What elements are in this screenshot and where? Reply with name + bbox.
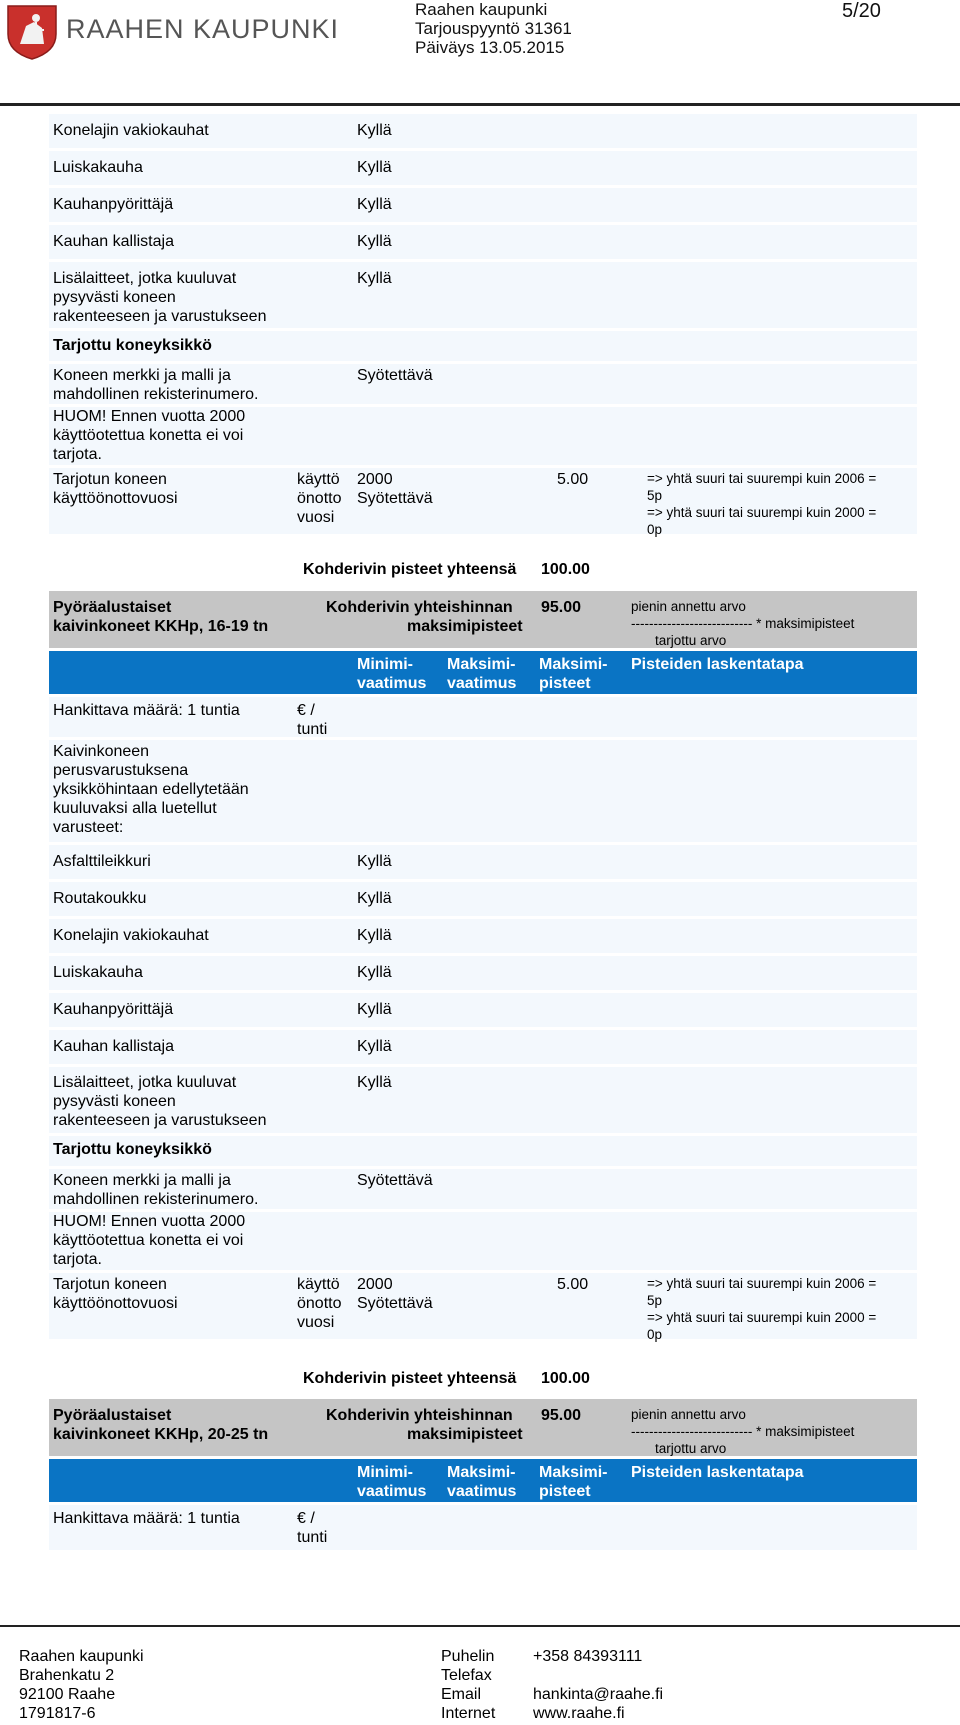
table-row xyxy=(49,740,917,842)
table-row xyxy=(49,1169,917,1209)
col-min-header: Minimi- xyxy=(357,1464,413,1481)
footer-link[interactable]: hankinta@raahe.fi xyxy=(533,1686,664,1703)
col-min-header: Minimi- xyxy=(357,656,413,673)
total-points-label: Kohderivin pisteet yhteensä xyxy=(303,1370,517,1387)
header-city: Raahen kaupunki xyxy=(415,0,548,19)
row-label: perusvarustuksena xyxy=(53,762,189,779)
table-row xyxy=(49,407,917,465)
row-label: Kauhanpyörittäjä xyxy=(53,1001,174,1018)
rule-text: => yhtä suuri tai suurempi kuin 2006 = xyxy=(647,1276,877,1291)
col-calc-header: Pisteiden laskentatapa xyxy=(631,656,804,673)
footer-address xyxy=(19,1647,144,1723)
row-unit: € / xyxy=(297,702,315,719)
row-label: Luiskakauhа xyxy=(53,964,143,981)
total-points-label: Kohderivin pisteet yhteensä xyxy=(303,561,517,578)
row-label: käyttöotettua konetta ei voi xyxy=(53,1232,244,1249)
table-row xyxy=(49,956,917,990)
table-row xyxy=(49,1136,917,1166)
col-points-header: Maksimi- xyxy=(539,1464,608,1481)
row-unit: tunti xyxy=(297,1529,328,1546)
rule-text: 0p xyxy=(647,522,663,537)
row-value: Kyllä xyxy=(357,853,392,870)
formula-text: pienin annettu arvo xyxy=(631,1407,746,1422)
row-value: Kyllä xyxy=(357,233,392,250)
page-header xyxy=(0,0,960,106)
row-label: Konelajin vakiokauhat xyxy=(53,927,209,944)
row-label: Koneen merkki ja malli ja xyxy=(53,367,231,384)
row-value: Kyllä xyxy=(357,270,392,287)
footer-text: 1791817-6 xyxy=(19,1705,96,1722)
formula-text: --------------------------- * maksimipisteet xyxy=(631,1424,855,1439)
table-row xyxy=(49,151,917,185)
row-label: Luiskakauhа xyxy=(53,159,143,176)
footer-link[interactable]: www.raahe.fi xyxy=(533,1705,625,1722)
max-points-label: maksimipisteet xyxy=(407,1426,523,1443)
row-label: Tarjottu koneyksikkö xyxy=(53,337,212,354)
footer-text xyxy=(533,1666,663,1685)
formula-text: pienin annettu arvo xyxy=(631,599,746,614)
formula-text: tarjottu arvo xyxy=(655,1441,727,1456)
section-title: Pyöräalustaiset xyxy=(53,599,172,616)
col-calc-header: Pisteiden laskentatapa xyxy=(631,1464,804,1481)
row-value: Syötettävä xyxy=(357,490,433,507)
total-points-value: 100.00 xyxy=(541,1370,590,1387)
table-row xyxy=(49,993,917,1027)
table-row xyxy=(49,697,917,737)
footer-text: Raahen kaupunki xyxy=(19,1648,144,1665)
row-unit: önotto xyxy=(297,1295,342,1312)
table-row xyxy=(49,1030,917,1064)
table-row xyxy=(49,364,917,404)
row-label: käyttöönottovuosi xyxy=(53,490,178,507)
header-info xyxy=(415,0,572,57)
section-title: Pyöräalustaiset xyxy=(53,1407,172,1424)
col-max-header: Maksimi- xyxy=(447,1464,516,1481)
rule-text: 0p xyxy=(647,1327,663,1342)
row-label: Tarjottu koneyksikkö xyxy=(53,1141,212,1158)
row-label: tarjota. xyxy=(53,446,102,463)
footer-text: Email xyxy=(441,1686,482,1703)
row-unit: tunti xyxy=(297,721,328,738)
col-points-header: Maksimi- xyxy=(539,656,608,673)
table-row xyxy=(49,468,917,537)
row-label: HUOM! Ennen vuotta 2000 xyxy=(53,1213,246,1230)
footer-contact-labels xyxy=(441,1647,495,1723)
row-label: mahdollinen rekisterinumero. xyxy=(53,386,259,403)
row-label: varusteet: xyxy=(53,819,124,836)
column-header xyxy=(49,1459,917,1502)
table-row xyxy=(49,1212,917,1270)
row-unit: vuosi xyxy=(297,1314,335,1331)
row-value: Syötettävä xyxy=(357,1172,433,1189)
row-label: Kauhan kallistaja xyxy=(53,1038,174,1055)
row-label: käyttöotettua konetta ei voi xyxy=(53,427,244,444)
table-row xyxy=(49,1273,917,1342)
row-label: Hankittava määrä: 1 tuntia xyxy=(53,1510,240,1527)
col-min-header: vaatimus xyxy=(357,1483,427,1500)
table-row xyxy=(49,188,917,222)
row-label: Koneen merkki ja malli ja xyxy=(53,1172,231,1189)
row-value: Kyllä xyxy=(357,890,392,907)
col-points-header: pisteet xyxy=(539,1483,591,1500)
section-heading xyxy=(49,591,917,648)
row-value: Kyllä xyxy=(357,196,392,213)
row-value: Syötettävä xyxy=(357,367,433,384)
col-points-header: pisteet xyxy=(539,675,591,692)
footer-contact-values xyxy=(533,1647,663,1723)
table-row xyxy=(49,114,917,148)
col-max-header: vaatimus xyxy=(447,1483,517,1500)
row-label: Hankittava määrä: 1 tuntia xyxy=(53,702,240,719)
row-label: kuuluvaksi alla luetellut xyxy=(53,800,217,817)
footer-text: Brahenkatu 2 xyxy=(19,1667,115,1684)
footer-text: 92100 Raahe xyxy=(19,1686,116,1703)
col-max-header: Maksimi- xyxy=(447,656,516,673)
row-value: Kyllä xyxy=(357,964,392,981)
row-unit: önotto xyxy=(297,490,342,507)
max-points-label: Kohderivin yhteishinnan xyxy=(326,599,513,616)
header-date: Päiväys 13.05.2015 xyxy=(415,38,565,57)
logo-text: RAAHEN KAUPUNKI xyxy=(66,14,340,44)
section-title: kaivinkoneet KKHp, 16-19 tn xyxy=(53,618,269,635)
coat-of-arms-logo xyxy=(6,4,58,60)
row-label: Konelajin vakiokauhat xyxy=(53,122,209,139)
row-value: Kyllä xyxy=(357,1074,392,1091)
footer-divider xyxy=(0,1625,960,1627)
row-label: käyttöönottovuosi xyxy=(53,1295,178,1312)
rule-text: 5p xyxy=(647,488,663,503)
row-label: Kauhanpyörittäjä xyxy=(53,196,174,213)
table-row xyxy=(49,225,917,259)
row-unit: käyttö xyxy=(297,471,340,488)
column-header xyxy=(49,651,917,694)
max-points-value: 95.00 xyxy=(541,1407,582,1424)
row-label: rakenteeseen ja varustukseen xyxy=(53,1112,267,1129)
section-title: kaivinkoneet KKHp, 20-25 tn xyxy=(53,1426,269,1443)
row-value: Syötettävä xyxy=(357,1295,433,1312)
row-label: pysyvästi koneen xyxy=(53,1093,176,1110)
row-unit: vuosi xyxy=(297,509,335,526)
row-label: Lisälaitteet, jotka kuuluvat xyxy=(53,270,237,287)
row-label: rakenteeseen ja varustukseen xyxy=(53,308,267,325)
page-number: 5/20 xyxy=(842,0,881,22)
rule-text: => yhtä suuri tai suurempi kuin 2006 = xyxy=(647,471,877,486)
total-points-value: 100.00 xyxy=(541,561,590,578)
row-label: yksikköhintaan edellytetään xyxy=(53,781,249,798)
row-value: Kyllä xyxy=(357,159,392,176)
section-heading xyxy=(49,1399,917,1456)
table-row xyxy=(49,331,917,361)
formula-text: --------------------------- * maksimipisteet xyxy=(631,616,855,631)
header-divider xyxy=(0,103,960,106)
row-value: Kyllä xyxy=(357,927,392,944)
row-label: Asfalttileikkuri xyxy=(53,853,151,870)
row-label: Tarjotun koneen xyxy=(53,471,167,488)
table-row xyxy=(49,919,917,953)
col-max-header: vaatimus xyxy=(447,675,517,692)
row-label: mahdollinen rekisterinumero. xyxy=(53,1191,259,1208)
row-value: Kyllä xyxy=(357,1001,392,1018)
row-value: 2000 xyxy=(357,1276,393,1293)
rule-text: 5p xyxy=(647,1293,663,1308)
table-row xyxy=(49,262,917,328)
table-row xyxy=(49,882,917,916)
formula-text: tarjottu arvo xyxy=(655,633,727,648)
col-min-header: vaatimus xyxy=(357,675,427,692)
row-points: 5.00 xyxy=(557,471,589,488)
row-value: Kyllä xyxy=(357,1038,392,1055)
row-label: Routakoukku xyxy=(53,890,147,907)
row-label: Lisälaitteet, jotka kuuluvat xyxy=(53,1074,237,1091)
footer-text: Puhelin xyxy=(441,1648,495,1665)
row-label: Kauhan kallistaja xyxy=(53,233,174,250)
row-value: Kyllä xyxy=(357,122,392,139)
max-points-value: 95.00 xyxy=(541,599,582,616)
row-label: Kaivinkoneen xyxy=(53,743,150,760)
row-label: HUOM! Ennen vuotta 2000 xyxy=(53,408,246,425)
rule-text: => yhtä suuri tai suurempi kuin 2000 = xyxy=(647,505,877,520)
footer-text: Internet xyxy=(441,1705,496,1722)
row-label: tarjota. xyxy=(53,1251,102,1268)
rule-text: => yhtä suuri tai suurempi kuin 2000 = xyxy=(647,1310,877,1325)
row-points: 5.00 xyxy=(557,1276,589,1293)
row-label: Tarjotun koneen xyxy=(53,1276,167,1293)
footer-text: +358 84393111 xyxy=(533,1648,643,1665)
row-unit: € / xyxy=(297,1510,315,1527)
max-points-label: maksimipisteet xyxy=(407,618,523,635)
max-points-label: Kohderivin yhteishinnan xyxy=(326,1407,513,1424)
footer-text: Telefax xyxy=(441,1667,492,1684)
row-value: 2000 xyxy=(357,471,393,488)
row-unit: käyttö xyxy=(297,1276,340,1293)
table-row xyxy=(49,1505,917,1550)
table-row xyxy=(49,1067,917,1133)
row-label: pysyvästi koneen xyxy=(53,289,176,306)
table-row xyxy=(49,845,917,879)
header-tender: Tarjouspyyntö 31361 xyxy=(415,19,572,38)
